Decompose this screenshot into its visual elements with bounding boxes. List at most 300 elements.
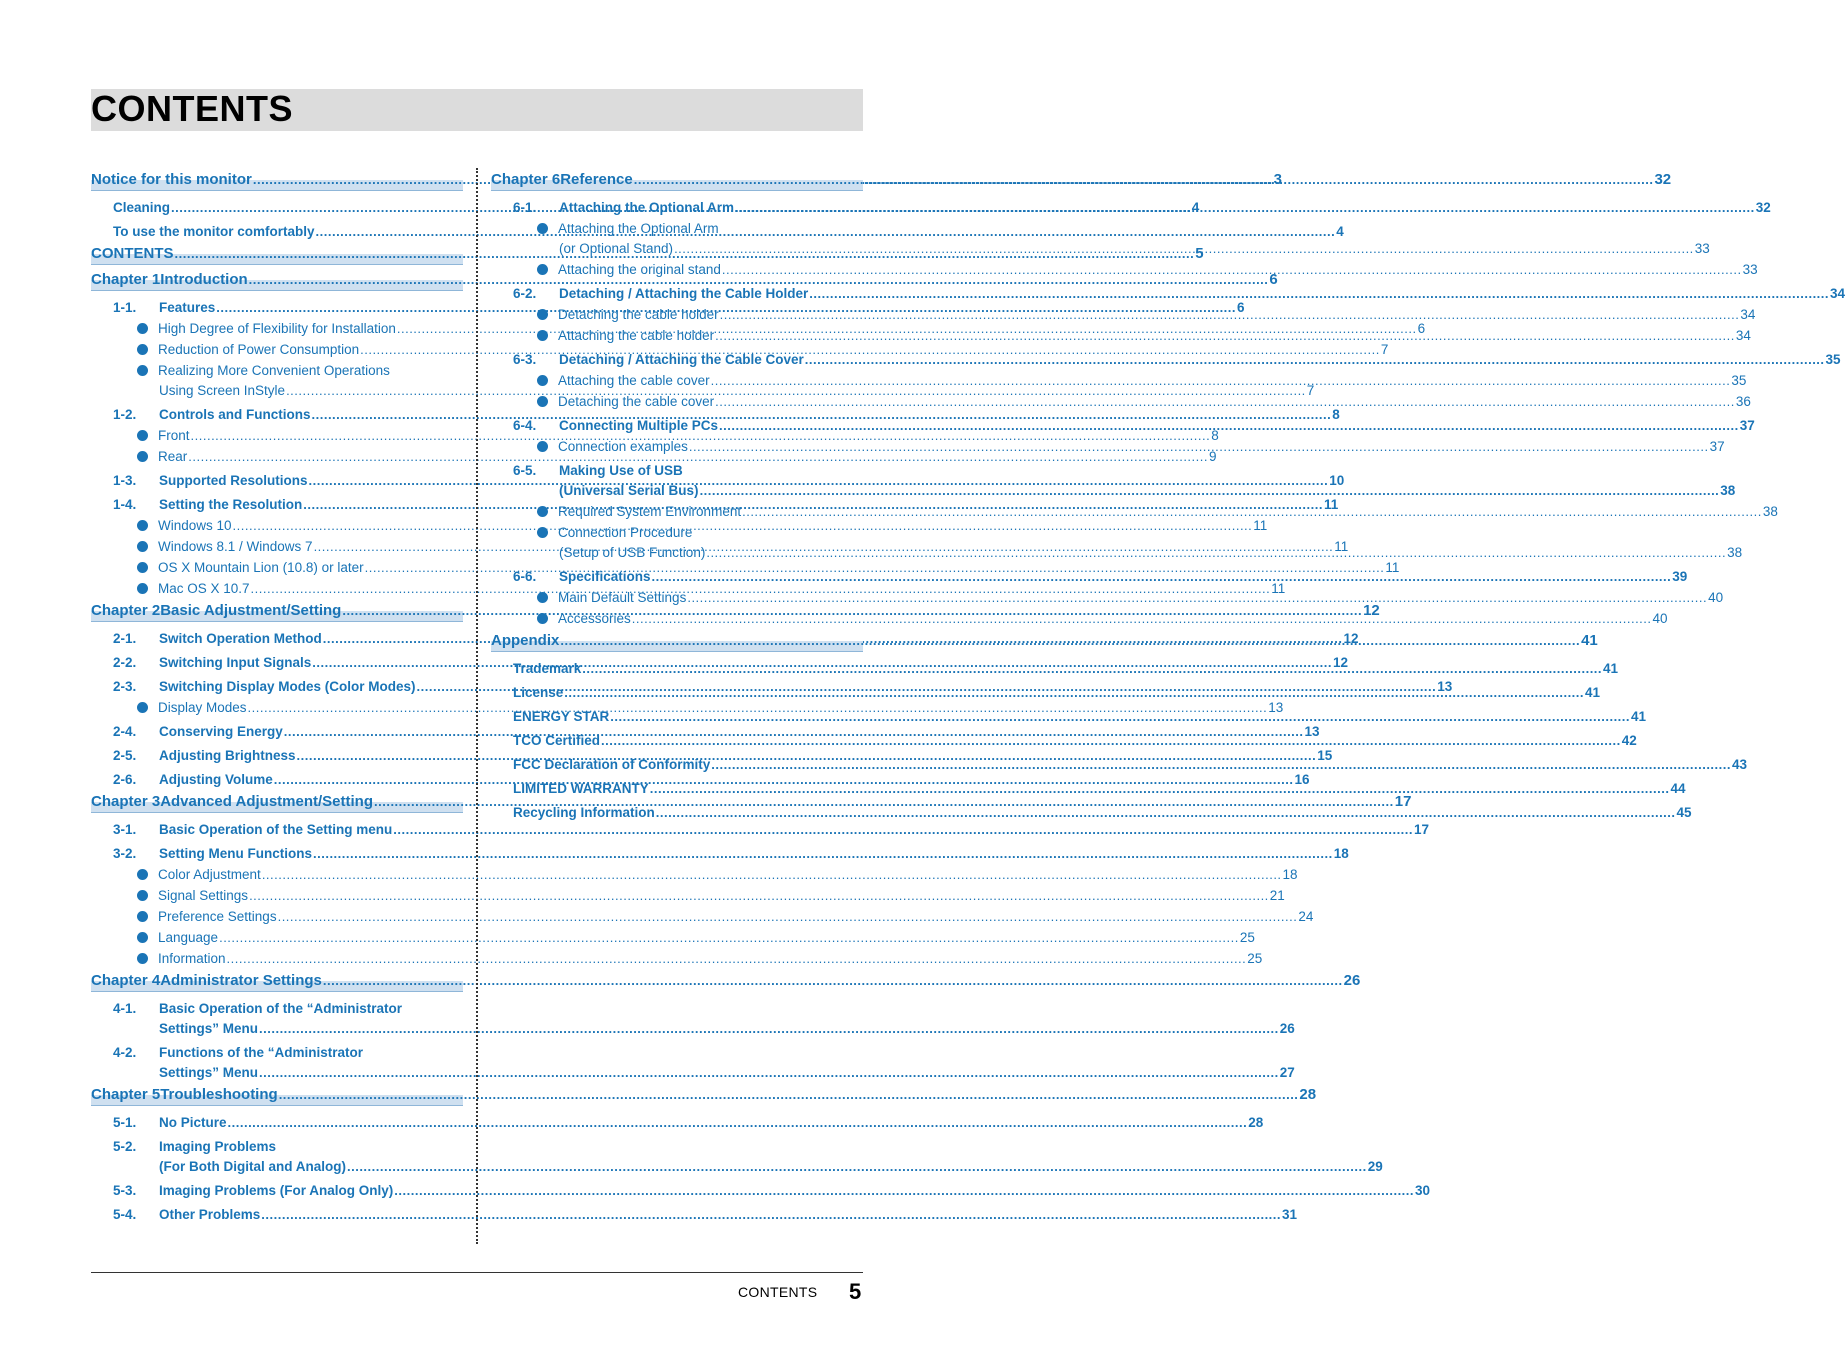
toc-bullet-entry[interactable] (491, 437, 1725, 457)
section-title: Setting Menu Functions (159, 846, 312, 861)
section-number: 1-2. (113, 407, 137, 422)
bullet-title: OS X Mountain Lion (10.8) or later (158, 560, 364, 575)
toc-line (491, 284, 1845, 304)
bullet-icon (137, 953, 148, 964)
page-number: 33 (1694, 241, 1710, 256)
toc-line (91, 971, 1361, 992)
bullet-icon (137, 323, 148, 334)
toc-line (91, 1085, 1317, 1106)
page-number: 41 (1631, 709, 1647, 724)
page-number: 6 (1237, 300, 1245, 315)
section-title: Switch Operation Method (159, 631, 322, 646)
bullet-icon (137, 562, 148, 573)
section-title: Specifications (559, 569, 651, 584)
page-number: 45 (1676, 805, 1692, 820)
toc-line (91, 999, 463, 1019)
bullet-title: Windows 8.1 / Windows 7 (158, 539, 313, 554)
bullet-icon (537, 396, 548, 407)
section-number: 4-2. (113, 1045, 137, 1060)
section-title: FCC Declaration of Conformity (513, 757, 711, 772)
section-title: Controls and Functions (159, 407, 311, 422)
dot-leader (656, 803, 1676, 823)
dot-leader (689, 437, 1709, 457)
section-title-continued: Settings” Menu (159, 1021, 259, 1036)
dot-leader (347, 1157, 1367, 1177)
dot-leader (652, 567, 1672, 587)
toc-bullet-entry[interactable] (91, 865, 1298, 885)
section-title: Imaging Problems (For Analog Only) (159, 1183, 394, 1198)
section-title: No Picture (159, 1115, 227, 1130)
dot-leader (700, 481, 1720, 501)
page-number: 24 (1298, 909, 1314, 924)
toc-line (491, 219, 863, 239)
section-number: 6-2. (513, 286, 537, 301)
bullet-icon (137, 344, 148, 355)
bullet-icon (137, 890, 148, 901)
chapter-number: Chapter 6 (491, 171, 561, 188)
dot-leader (394, 1181, 1414, 1201)
page-number: 29 (1367, 1159, 1383, 1174)
page-number: 31 (1282, 1207, 1298, 1222)
toc-line (491, 523, 863, 543)
section-title: LIMITED WARRANTY (513, 781, 649, 796)
section-number: 1-1. (113, 300, 137, 315)
chapter-number: Chapter 1 (91, 271, 161, 288)
toc-section-entry[interactable] (91, 844, 1349, 864)
dot-leader (715, 392, 1735, 412)
toc-bullet-entry[interactable] (491, 260, 1758, 280)
dot-leader (715, 326, 1735, 346)
section-title: Basic Operation of the Setting menu (159, 822, 393, 837)
toc-bullet-entry[interactable] (491, 305, 1756, 325)
page-number: 38 (1727, 545, 1743, 560)
chapter-number: Chapter 2 (91, 602, 161, 619)
toc-line (91, 820, 1430, 840)
dot-leader (393, 820, 1413, 840)
dot-leader (632, 609, 1652, 629)
section-title: Adjusting Volume (159, 772, 273, 787)
bullet-icon (137, 911, 148, 922)
dot-leader (674, 239, 1694, 259)
section-title: Supported Resolutions (159, 473, 308, 488)
dot-leader (259, 1019, 1279, 1039)
section-title: Setting the Resolution (159, 497, 303, 512)
section-title: Detaching / Attaching the Cable Holder (559, 286, 809, 301)
toc-line (491, 416, 1755, 436)
section-title: Trademark (513, 661, 582, 676)
dot-leader (278, 907, 1298, 927)
section-title: Making Use of USB (559, 463, 683, 478)
toc-line (91, 865, 1298, 885)
section-title-continued: (For Both Digital and Analog) (159, 1159, 346, 1174)
page-number: 37 (1709, 439, 1725, 454)
page-number: 16 (1294, 772, 1310, 787)
toc-line (491, 260, 1758, 280)
dot-leader (313, 844, 1333, 864)
page-number: 42 (1621, 733, 1637, 748)
page-number: 12 (1363, 602, 1380, 619)
section-title: Basic Operation of the “Administrator (159, 1001, 403, 1016)
bullet-icon (537, 592, 548, 603)
page-number: 26 (1343, 972, 1361, 989)
section-title-continued: Settings” Menu (159, 1065, 259, 1080)
toc-line (91, 1181, 1431, 1201)
dot-leader (261, 1205, 1281, 1225)
toc-line (91, 381, 1315, 401)
page-number: 7 (1380, 342, 1389, 357)
toc-line (91, 426, 1219, 446)
bullet-icon (537, 441, 548, 452)
section-number: 2-2. (113, 655, 137, 670)
toc-section-entry[interactable] (91, 1043, 1295, 1083)
toc-section-entry[interactable] (491, 350, 1841, 370)
bullet-title: Color Adjustment (158, 867, 261, 882)
page-number: 38 (1762, 504, 1778, 519)
section-number: 2-6. (113, 772, 137, 787)
page-title: CONTENTS (91, 88, 293, 129)
dot-leader (228, 1113, 1248, 1133)
toc-line (491, 371, 1747, 391)
section-title: Functions of the “Administrator (159, 1045, 363, 1060)
toc-line (91, 886, 1285, 906)
bullet-icon (537, 330, 548, 341)
toc-bullet-entry[interactable] (491, 326, 1751, 346)
page-number: 18 (1333, 846, 1349, 861)
section-title-continued: (Universal Serial Bus) (559, 483, 699, 498)
page-number: 32 (1654, 171, 1672, 188)
toc-line (91, 361, 463, 381)
page-number: 9 (1209, 449, 1217, 464)
section-number: 5-3. (113, 1183, 137, 1198)
chapter-title: Advanced Adjustment/Setting (160, 793, 373, 810)
toc-line (491, 481, 1736, 501)
toc-line (91, 270, 1278, 291)
toc-bullet-entry[interactable] (491, 219, 1710, 259)
toc-line (91, 1137, 463, 1157)
toc-line (491, 170, 1672, 191)
section-title: License (513, 685, 564, 700)
chapter-number: Chapter 4 (91, 972, 161, 989)
toc-line (91, 1043, 463, 1063)
dot-leader (262, 865, 1282, 885)
chapter-title: CONTENTS (91, 245, 174, 262)
section-number: 3-1. (113, 822, 137, 837)
page-number: 15 (1317, 748, 1333, 763)
toc-line (91, 1113, 1264, 1133)
bullet-title: Reduction of Power Consumption (158, 342, 360, 357)
section-number: 2-5. (113, 748, 137, 763)
page-number: 11 (1385, 560, 1400, 575)
section-title: TCO Certified (513, 733, 601, 748)
section-number: 4-1. (113, 1001, 137, 1016)
bullet-icon (137, 365, 148, 376)
section-number: 5-1. (113, 1115, 137, 1130)
page-number: 25 (1239, 930, 1255, 945)
page-number: 10 (1329, 473, 1345, 488)
toc-line (491, 803, 1692, 823)
section-title: To use the monitor comfortably (113, 224, 315, 239)
section-number: 6-6. (513, 569, 537, 584)
page-number: 12 (1343, 631, 1359, 646)
dot-leader (249, 886, 1269, 906)
page-number: 34 (1735, 328, 1751, 343)
page-number: 28 (1299, 1086, 1317, 1103)
section-title: Adjusting Brightness (159, 748, 296, 763)
page-number: 25 (1247, 951, 1263, 966)
footer-label: CONTENTS (738, 1284, 818, 1300)
bullet-icon (137, 520, 148, 531)
bullet-title: Attaching the cable holder (558, 328, 715, 343)
page-number: 4 (1336, 224, 1344, 239)
bullet-icon (537, 613, 548, 624)
bullet-icon (137, 583, 148, 594)
bullet-title: Information (158, 951, 226, 966)
toc-line (91, 928, 1255, 948)
bullet-title: Front (158, 428, 190, 443)
page-number: 6 (1269, 271, 1278, 288)
chapter-title: Basic Adjustment/Setting (160, 602, 342, 619)
footer-page-number: 5 (849, 1279, 862, 1304)
dot-leader (564, 683, 1584, 703)
page-number: 36 (1735, 394, 1751, 409)
bullet-title: Display Modes (158, 700, 247, 715)
toc-section-entry[interactable] (91, 820, 1430, 840)
page-number: 11 (1334, 539, 1349, 554)
bullet-title: Rear (158, 449, 188, 464)
dot-leader (560, 631, 1580, 651)
dot-leader (809, 284, 1829, 304)
toc-line (491, 461, 863, 481)
toc-section-entry[interactable] (91, 405, 1340, 425)
bullet-icon (537, 375, 548, 386)
toc-line (491, 350, 1841, 370)
toc-bullet-entry[interactable] (491, 371, 1747, 391)
bullet-title-continued: (or Optional Stand) (559, 241, 674, 256)
page-number: 40 (1708, 590, 1724, 605)
bullet-title: Connection examples (558, 439, 688, 454)
bullet-title: Realizing More Convenient Operations (158, 363, 390, 378)
bullet-title-continued: (Setup of USB Function) (559, 545, 706, 560)
toc-bullet-entry[interactable] (491, 392, 1751, 412)
page-number: 6 (1417, 321, 1426, 336)
bullet-icon (137, 430, 148, 441)
bullet-title: Attaching the original stand (558, 262, 721, 277)
dot-leader (706, 543, 1726, 563)
bullet-title: Accessories (558, 611, 631, 626)
page-number: 38 (1720, 483, 1736, 498)
dot-leader (711, 755, 1731, 775)
section-number: 2-4. (113, 724, 137, 739)
page-number: 11 (1271, 581, 1286, 596)
toc-bullet-entry[interactable] (91, 949, 1263, 969)
section-title: Attaching the Optional Arm (559, 200, 734, 215)
toc-line (91, 1205, 1298, 1225)
page-number: 41 (1603, 661, 1619, 676)
page-number: 33 (1742, 262, 1758, 277)
toc-section-entry[interactable] (91, 1137, 1383, 1177)
bullet-title: Preference Settings (158, 909, 277, 924)
chapter-title: Administrator Settings (160, 972, 322, 989)
toc-chapter-entry[interactable] (91, 1085, 1317, 1109)
toc-line (491, 305, 1756, 325)
toc-line (491, 326, 1751, 346)
section-title: Cleaning (113, 200, 171, 215)
dot-leader (719, 416, 1739, 436)
dot-leader (711, 371, 1731, 391)
section-number: 6-3. (513, 352, 537, 367)
dot-leader (279, 1085, 1299, 1105)
page-number: 34 (1830, 286, 1845, 301)
page-number: 34 (1740, 307, 1756, 322)
bullet-title-continued: Using Screen InStyle (159, 383, 286, 398)
page-number: 4 (1191, 200, 1200, 215)
bullet-icon (137, 932, 148, 943)
bullet-title: Windows 10 (158, 518, 232, 533)
section-number: 1-3. (113, 473, 137, 488)
toc-section-entry[interactable] (91, 1205, 1298, 1225)
toc-chapter-entry[interactable] (91, 971, 1361, 995)
page-number: 39 (1672, 569, 1688, 584)
section-number: 2-1. (113, 631, 137, 646)
section-title: Recycling Information (513, 805, 655, 820)
toc-bullet-entry[interactable] (91, 907, 1314, 927)
bullet-title: Signal Settings (158, 888, 249, 903)
bullet-icon (537, 309, 548, 320)
page-number: 41 (1585, 685, 1601, 700)
dot-leader (582, 659, 1602, 679)
page-number: 13 (1268, 700, 1284, 715)
toc-section-entry[interactable] (91, 1113, 1264, 1133)
toc-line (491, 437, 1725, 457)
chapter-number: Chapter 5 (91, 1086, 161, 1103)
page-number: 43 (1732, 757, 1748, 772)
dot-leader (634, 170, 1654, 190)
dot-leader (735, 198, 1755, 218)
dot-leader (227, 949, 1247, 969)
section-title: ENERGY STAR (513, 709, 610, 724)
chapter-title: Troubleshooting (160, 1086, 278, 1103)
page-number: 11 (1323, 497, 1339, 512)
toc-section-entry[interactable] (491, 284, 1845, 304)
section-title: Imaging Problems (159, 1139, 277, 1154)
dot-leader (805, 350, 1825, 370)
bullet-icon (137, 702, 148, 713)
bullet-title: Language (158, 930, 219, 945)
page-number: 12 (1333, 655, 1349, 670)
dot-leader (720, 305, 1740, 325)
bullet-title: Detaching the cable cover (558, 394, 715, 409)
page-number: 5 (1195, 245, 1204, 262)
dot-leader (219, 928, 1239, 948)
page-number: 8 (1332, 407, 1340, 422)
page-number: 13 (1437, 679, 1453, 694)
toc-section-entry[interactable] (491, 416, 1755, 436)
dot-leader (742, 502, 1762, 522)
page-number: 35 (1825, 352, 1841, 367)
chapter-number: Chapter 3 (91, 793, 161, 810)
page-number: 17 (1394, 793, 1412, 810)
section-number: 5-4. (113, 1207, 137, 1222)
section-number: 6-1. (513, 200, 537, 215)
bullet-title: Main Default Settings (558, 590, 687, 605)
dot-leader (601, 731, 1621, 751)
page-number: 26 (1279, 1021, 1295, 1036)
toc-line (91, 447, 1217, 467)
bullet-title: Attaching the cable cover (558, 373, 710, 388)
bullet-icon (137, 541, 148, 552)
section-title: Switching Input Signals (159, 655, 312, 670)
section-number: 5-2. (113, 1139, 137, 1154)
toc-section-entry[interactable] (91, 999, 1295, 1039)
page-number: 40 (1652, 611, 1668, 626)
bullet-icon (537, 527, 548, 538)
section-title: Other Problems (159, 1207, 261, 1222)
page-number: 11 (1253, 518, 1268, 533)
page-number: 13 (1304, 724, 1320, 739)
footer-rule (91, 1272, 863, 1273)
section-title: Detaching / Attaching the Cable Cover (559, 352, 804, 367)
page-number: 37 (1739, 418, 1755, 433)
toc-chapter-entry[interactable] (491, 170, 1672, 194)
toc-bullet-entry[interactable] (91, 886, 1285, 906)
section-number: 3-2. (113, 846, 137, 861)
chapter-title: Introduction (160, 271, 248, 288)
page-number: 27 (1279, 1065, 1295, 1080)
toc-line (91, 1019, 1295, 1039)
toc-bullet-entry[interactable] (91, 928, 1255, 948)
bullet-icon (137, 451, 148, 462)
bullet-icon (537, 506, 548, 517)
toc-line (91, 1157, 1383, 1177)
page-number: 30 (1415, 1183, 1431, 1198)
section-title: Connecting Multiple PCs (559, 418, 719, 433)
page-number: 21 (1269, 888, 1285, 903)
bullet-title: Mac OS X 10.7 (158, 581, 250, 596)
section-title: Switching Display Modes (Color Modes) (159, 679, 416, 694)
page-number: 3 (1273, 171, 1282, 188)
dot-leader (610, 707, 1630, 727)
section-title: Conserving Energy (159, 724, 283, 739)
toc-section-entry[interactable] (491, 803, 1692, 823)
chapter-title: Appendix (491, 632, 560, 649)
page-number: 17 (1414, 822, 1430, 837)
page-number: 18 (1282, 867, 1298, 882)
toc-line (91, 949, 1263, 969)
dot-leader (259, 1063, 1279, 1083)
toc-line (91, 1063, 1295, 1083)
page-number: 8 (1211, 428, 1219, 443)
toc-line (491, 239, 1710, 259)
bullet-title: High Degree of Flexibility for Installation (158, 321, 396, 336)
page-number: 44 (1670, 781, 1686, 796)
toc-bullet-entry[interactable] (91, 426, 1219, 446)
bullet-icon (537, 223, 548, 234)
section-number: 2-3. (113, 679, 137, 694)
bullet-title: Connection Procedure (558, 525, 693, 540)
page-number: 28 (1248, 1115, 1264, 1130)
toc-section-entry[interactable] (91, 1181, 1431, 1201)
column-divider (476, 168, 478, 1244)
toc-section-entry[interactable] (491, 198, 1771, 218)
toc-line (491, 198, 1771, 218)
toc-bullet-entry[interactable] (91, 447, 1217, 467)
toc-line (91, 405, 1340, 425)
bullet-title: Attaching the Optional Arm (558, 221, 719, 236)
dot-leader (722, 260, 1742, 280)
page-number: 41 (1581, 632, 1598, 649)
toc-line (91, 907, 1314, 927)
bullet-icon (537, 264, 548, 275)
